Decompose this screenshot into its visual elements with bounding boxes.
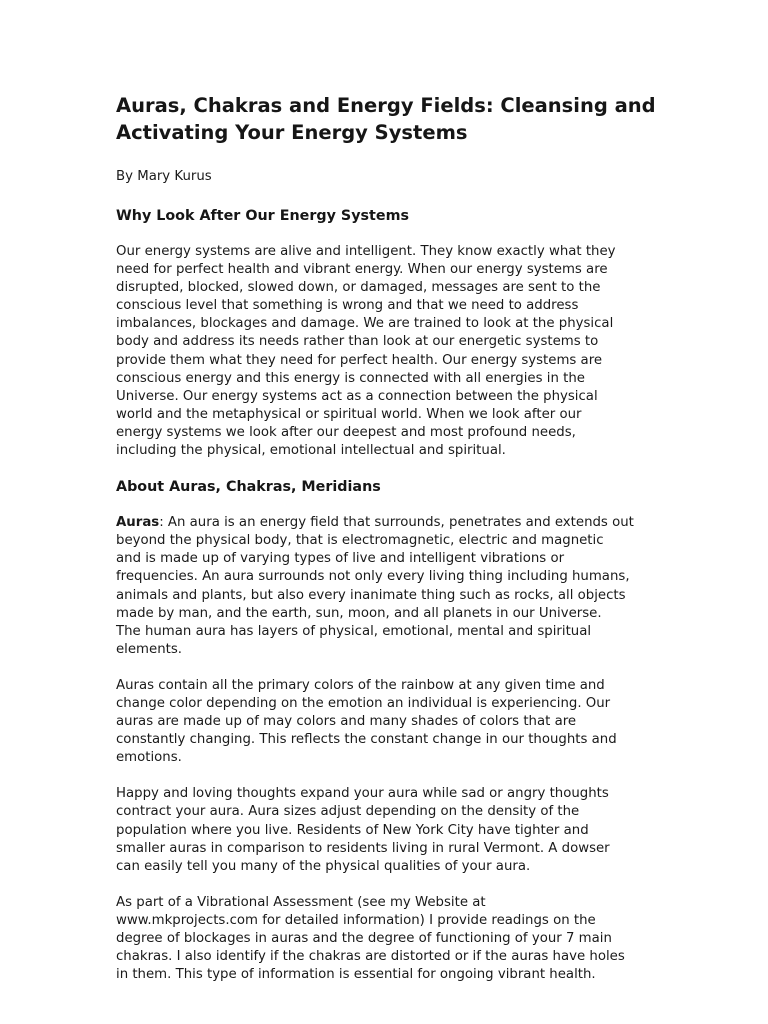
text-line: auras are made up of may colors and many shades of colors that are [116,714,577,730]
text-line: world and the metaphysical or spiritual world. When we look after our [116,406,582,422]
text-line: smaller auras in comparison to residents living in rural Vermont. A dowser [116,840,610,856]
text-line: beyond the physical body, that is electromagnetic, electric and magnetic [116,533,604,549]
title-line-1: Auras, Chakras and Energy Fields: Cleansing and [116,94,656,117]
title-line-2: Activating Your Energy Systems [116,121,468,144]
text-line: conscious energy and this energy is connected with all energies in the [116,370,585,386]
text-line: in them. This type of information is essential for ongoing vibrant health. [116,967,596,983]
text-line: degree of blockages in auras and the degree of functioning of your 7 main [116,931,612,946]
text-line: provide them what they need for perfect health. Our energy systems are [116,352,603,368]
text-line: energy systems we look after our deepest and most profound needs, [116,424,576,440]
text-line: change color depending on the emotion an individual is experiencing. Our [116,695,611,711]
text-line: animals and plants, but also every inanimate thing such as rocks, all objects [116,587,626,603]
text-line: Universe. Our energy systems act as a connection between the physical [116,388,598,404]
text-line: constantly changing. This reflects the constant change in our thoughts and [116,732,617,748]
text-line: need for perfect health and vibrant energy. When our energy systems are [116,262,608,278]
paragraph-aura-size [116,785,656,875]
text-line: As part of a Vibrational Assessment (see my Website at [116,894,486,910]
text-line: conscious level that something is wrong and that we need to address [116,298,579,314]
paragraph-vibrational-assessment [116,894,656,984]
document-title [116,92,656,146]
paragraph-energy-systems [116,243,656,460]
section-heading-about: About Auras, Chakras, Meridians [116,479,381,496]
text-line: and is made up of varying types of live and intelligent vibrations or [116,551,565,567]
text-line: body and address its needs rather than look at our energetic systems to [116,334,599,350]
text-line: disrupted, blocked, slowed down, or damaged, messages are sent to the [116,280,601,296]
auras-definition-start: : An aura is an energy field that surrounds, penetrates and extends out [159,515,634,531]
text-line: population where you live. Residents of New York City have tighter and [116,822,589,838]
document-page [116,92,656,1002]
text-line: Happy and loving thoughts expand your aura while sad or angry thoughts [116,786,609,802]
text-line: The human aura has layers of physical, emotional, mental and spiritual [116,623,592,639]
text-line: emotions. [116,750,182,766]
author-byline: By Mary Kurus [116,169,212,184]
text-line: imbalances, blockages and damage. We are trained to look at the physical [116,316,614,332]
paragraph-auras-definition [116,514,656,659]
text-line: Our energy systems are alive and intelligent. They know exactly what they [116,244,616,259]
text-line: including the physical, emotional intellectual and spiritual. [116,443,506,459]
text-line: can easily tell you many of the physical qualities of your aura. [116,858,531,874]
section-heading-why: Why Look After Our Energy Systems [116,208,409,224]
text-line: www.mkprojects.com for detailed information) I provide readings on the [116,912,596,928]
text-line: elements. [116,641,182,657]
text-line: contract your aura. Aura sizes adjust depending on the density of the [116,804,580,820]
paragraph-aura-colors [116,677,656,767]
text-line: chakras. I also identify if the chakras are distorted or if the auras have holes [116,949,625,965]
text-line: frequencies. An aura surrounds not only every living thing including humans, [116,569,630,585]
auras-label: Auras [116,515,160,531]
text-line: Auras contain all the primary colors of the rainbow at any given time and [116,677,605,693]
text-line: made by man, and the earth, sun, moon, and all planets in our Universe. [116,605,602,621]
text-line [116,514,656,532]
